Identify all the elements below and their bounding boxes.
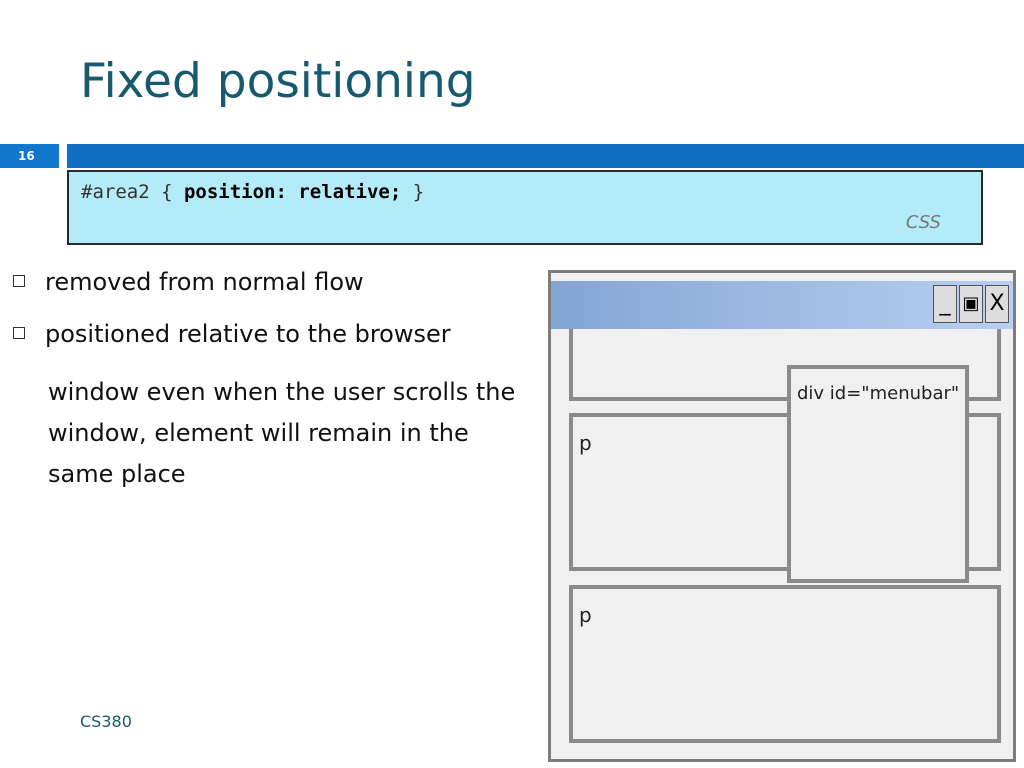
square-bullet-icon	[13, 275, 25, 287]
code-closing-brace: }	[401, 181, 425, 203]
code-language-label: CSS	[905, 212, 941, 233]
bullet-continuation: window even when the user scrolls the window, element will remain in the same place	[48, 378, 516, 488]
code-selector: #area2 {	[81, 181, 184, 203]
bullet-item	[13, 268, 364, 296]
minimize-icon: _	[933, 285, 957, 323]
square-bullet-icon	[13, 327, 25, 339]
menubar-box	[787, 365, 969, 583]
close-icon: X	[985, 285, 1009, 323]
browser-window-illustration	[548, 270, 1016, 762]
code-declaration: position: relative;	[183, 181, 402, 203]
bullet-text: positioned relative to the browser	[45, 320, 451, 348]
code-example-box	[67, 170, 983, 245]
paragraph-label: p	[579, 603, 592, 627]
menubar-label: div id="menubar"	[797, 383, 960, 404]
slide-number-badge	[0, 144, 59, 168]
paragraph-label: p	[579, 431, 592, 455]
header-rule-bar	[67, 144, 1024, 168]
course-footer: CS380	[80, 712, 132, 731]
slide-number: 16	[18, 149, 35, 163]
paragraph-box	[569, 585, 1001, 743]
bullet-item	[13, 320, 451, 348]
browser-title-bar	[551, 281, 1013, 329]
slide-title: Fixed positioning	[80, 54, 476, 109]
bullet-text: removed from normal flow	[45, 268, 364, 296]
code-line	[81, 181, 424, 203]
restore-icon: ▣	[959, 285, 983, 323]
